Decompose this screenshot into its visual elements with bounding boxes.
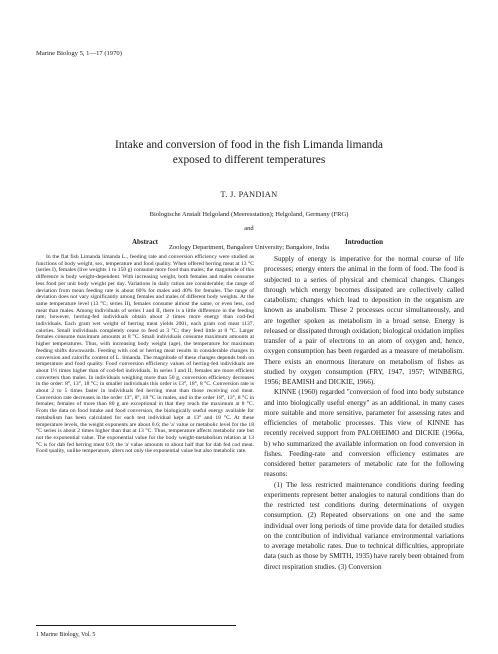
affiliation-bangalore: Zoology Department, Bangalore University; Bangalore, India xyxy=(168,244,330,251)
affiliation-helgoland: Biologische Anstalt Helgoland (Meeresstation); Helgoland, Germany (FRG) xyxy=(149,211,349,218)
intro-paragraph-2: KINNE (1960) regarded "conversion of food into body substance and into biologically useful energy" as an additional, in many cases more suitable and more sensitive, parameter for assessing rates and efficiencies of metabolic processes. This view of KINNE has recently received support from PALOHEIMO and DICKIE (1966a, b) who summarized the available information on food conversion in fishes. Feeding-rate and conversion efficiency estimates are considered better parameters of metabolic rate for the following reasons: xyxy=(264,388,464,479)
abstract-heading: Abstract xyxy=(131,238,159,246)
paper-title xyxy=(36,138,462,168)
journal-citation: Marine Biology 5, 1—17 (1970) xyxy=(36,50,122,57)
abstract-column xyxy=(36,238,254,455)
author-name: T. J. PANDIAN xyxy=(220,190,278,199)
affiliation-conjunction: and xyxy=(244,225,254,232)
page-footnote: 1 Marine Biology, Vol. 5 xyxy=(36,625,236,638)
introduction-column xyxy=(264,238,464,572)
intro-paragraph-1: Supply of energy is imperative for the normal course of life processes; energy enters the animal in the form of food. The food is subjected to a series of physical and chemical changes. Changes through which energy becomes dissipated are collectively called catabolism; changes which lead to deposition in the organism are known as anabolism. These 2 processes occur simultaneously, and are together spoken as metabolism in a broad sense. Energy is released or dissipated through oxidation; biological oxidation implies transfer of a pair of electrons to an atom of oxygen and, hence, oxygen consumption has been regarded as a measure of metabolism. There exists an enormous literature on metabolism of fishes as studied by oxygen consumption (FRY, 1947, 1957; WINBERG, 1956; BEAMISH and DICKIE, 1966). xyxy=(264,255,464,386)
title-line-1: Intake and conversion of food in the fish Limanda limanda xyxy=(115,139,383,151)
title-block xyxy=(36,138,462,254)
intro-paragraph-3: (1) The less restricted maintenance conditions during feeding experiments represent better analogies to natural conditions than do the restricted test conditions during determinations of oxygen consumption. (2) Repeated observations on one and the same individual over long periods of time provide data for detailed studies on the contribution of individual variance environmental variations to average metabolic rates. Due to technical difficulties, appropriate data (such as those by SMITH, 1935) have rarely been obtained from direct respiration studies. (3) Conversion xyxy=(264,480,464,571)
title-line-2: exposed to different temperatures xyxy=(172,154,326,166)
abstract-text: In the flat fish Limanda limanda L., feeding rate and conversion efficiency were studied as functions of body weight, sex, temperature and food quality. When offered herring meat at 13 °C (series I), females (live weights 1 to 150 g) consume more food than males; the magnitude of this difference is body weight-dependent. With increasing weight, both females and males consume less food per unit body weight per day. Variations in daily ration are considerable; the range of deviation from mean feeding rate is about 60% for males and 40% for females. The range of deviation does not vary significantly among females and males of different body weights. At the same temperature level (13 °C; series II), females consume almost the same, or even less, cod meat than males. Among individuals of series I and II, there is a little difference in the feeding rate; however, herring-fed individuals obtain about 2 times more energy than cod-fed individuals. Each gram wet weight of herring meat yields 2001, each gram cod meat 1137, calories. Small individuals completely cease to feed at 3 °C; they feed little at 8 °C. Larger females consume maximum amounts at 8 °C. Small individuals consume maximum amounts at higher temperatures. Thus, with increasing body weight (age), the temperature for maximum feeding shifts downwards. Feeding with cod or herring meat results in considerable changes in conversion and calorific content of L. limanda. The magnitude of these changes depends both on temperature and food quality. Food conversion efficiency values of herring-fed individuals are about 1½ times higher than of cod-fed individuals. In series I and II, females are more efficient converters than males. In individuals weighing more than 50 g, conversion efficiency decreases in the order: 8°, 13°, 18 °C; in smaller individuals this order is 13°, 18°, 8 °C. Conversion rate is about 2 to 5 times faster in individuals fed herring meat than those receiving cod meat. Conversion rate decreases in the order 13°, 8°, 18 °C in males, and in the order 18°, 13°, 8 °C in females; females of more than 80 g are exceptional in that they reach the maximum at 8 °C. From the data on food intake and food conversion, the biologically useful energy available for metabolism has been calculated for each test individual kept at 13° and 18 °C. At these temperature levels, the weight exponents are about 0.6; the 'a' value or metabolic level for the 18 °C series is about 2 times higher than that at 13 °C. Thus, temperature affects metabolic rate but not the exponential value. The exponential value for the body weight-metabolism relation at 13 °C is for dab fed herring meat 0.9; the 'a' value amounts to about half that for dab fed cod meat. Food quality, unlike temperature, alters not only the exponential value but also metabolic rate. xyxy=(36,254,254,455)
introduction-heading: Introduction xyxy=(345,238,383,246)
